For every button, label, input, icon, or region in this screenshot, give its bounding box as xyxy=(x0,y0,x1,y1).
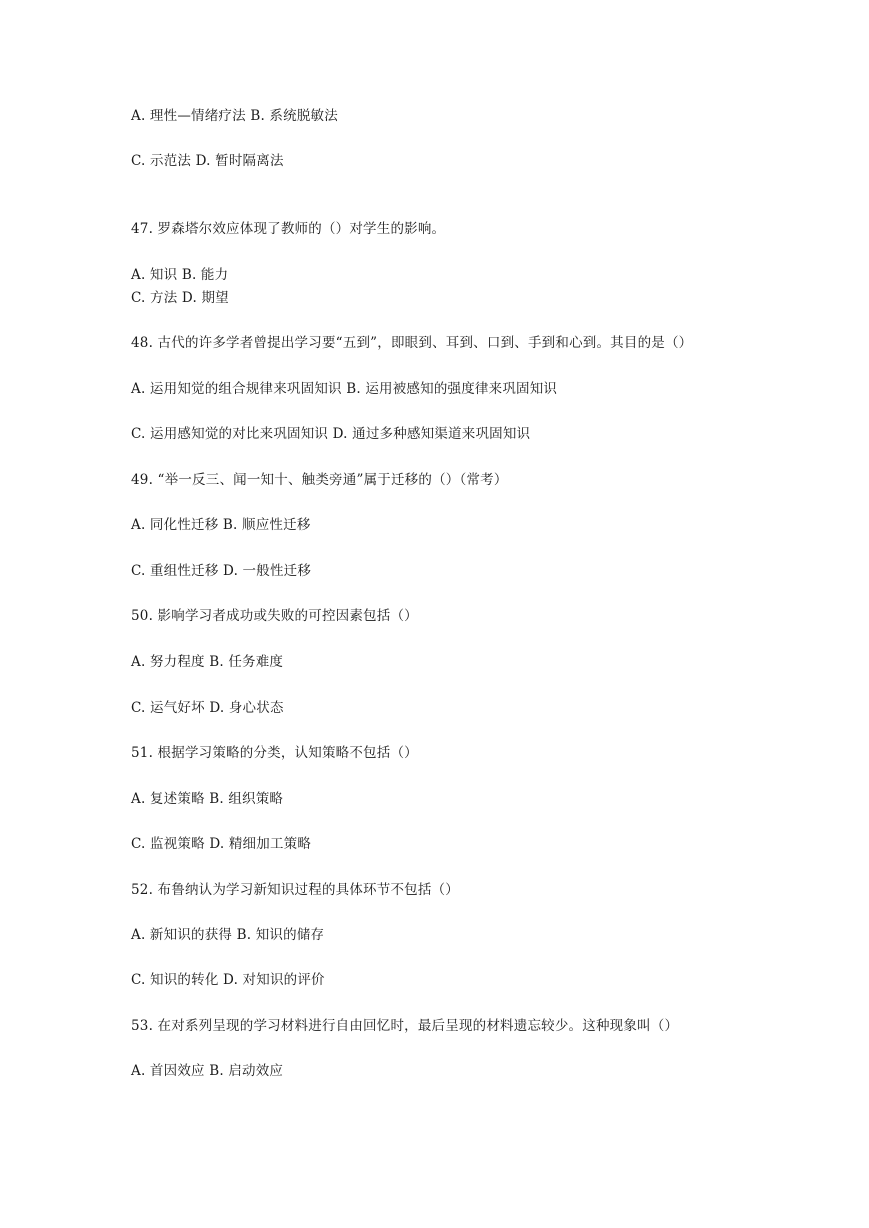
q50-options-ab: A. 努力程度 B. 任务难度 xyxy=(131,654,284,670)
q50-options-cd: C. 运气好坏 D. 身心状态 xyxy=(131,700,284,716)
q53-question: 53. 在对系列呈现的学习材料进行自由回忆时，最后呈现的材料遗忘较少。这种现象叫（） xyxy=(131,1018,679,1034)
q47-options-cd: C. 方法 D. 期望 xyxy=(131,290,229,306)
q47-options-ab: A. 知识 B. 能力 xyxy=(131,267,229,283)
q51-options-cd: C. 监视策略 D. 精细加工策略 xyxy=(131,836,312,852)
q48-options-cd: C. 运用感知觉的对比来巩固知识 D. 通过多种感知渠道来巩固知识 xyxy=(131,426,531,442)
q46-options-cd: C. 示范法 D. 暂时隔离法 xyxy=(131,153,284,169)
q51-question: 51. 根据学习策略的分类，认知策略不包括（） xyxy=(131,745,418,761)
q47-question: 47. 罗森塔尔效应体现了教师的（）对学生的影响。 xyxy=(131,221,446,237)
q49-question: 49. “举一反三、闻一知十、触类旁通”属于迁移的（）（常考） xyxy=(131,472,508,488)
q53-options-ab: A. 首因效应 B. 启动效应 xyxy=(131,1063,284,1079)
q51-options-ab: A. 复述策略 B. 组织策略 xyxy=(131,791,284,807)
q49-options-cd: C. 重组性迁移 D. 一般性迁移 xyxy=(131,563,312,579)
q52-options-cd: C. 知识的转化 D. 对知识的评价 xyxy=(131,972,325,988)
q49-options-ab: A. 同化性迁移 B. 顺应性迁移 xyxy=(131,517,311,533)
q46-options-ab: A. 理性—情绪疗法 B. 系统脱敏法 xyxy=(131,108,338,124)
q52-question: 52. 布鲁纳认为学习新知识过程的具体环节不包括（） xyxy=(131,882,459,898)
q48-options-ab: A. 运用知觉的组合规律来巩固知识 B. 运用被感知的强度律来巩固知识 xyxy=(131,381,558,397)
q50-question: 50. 影响学习者成功或失败的可控因素包括（） xyxy=(131,608,418,624)
q52-options-ab: A. 新知识的获得 B. 知识的储存 xyxy=(131,927,325,943)
q48-question: 48. 古代的许多学者曾提出学习要“五到”，即眼到、耳到、口到、手到和心到。其目的是（） xyxy=(131,335,693,351)
